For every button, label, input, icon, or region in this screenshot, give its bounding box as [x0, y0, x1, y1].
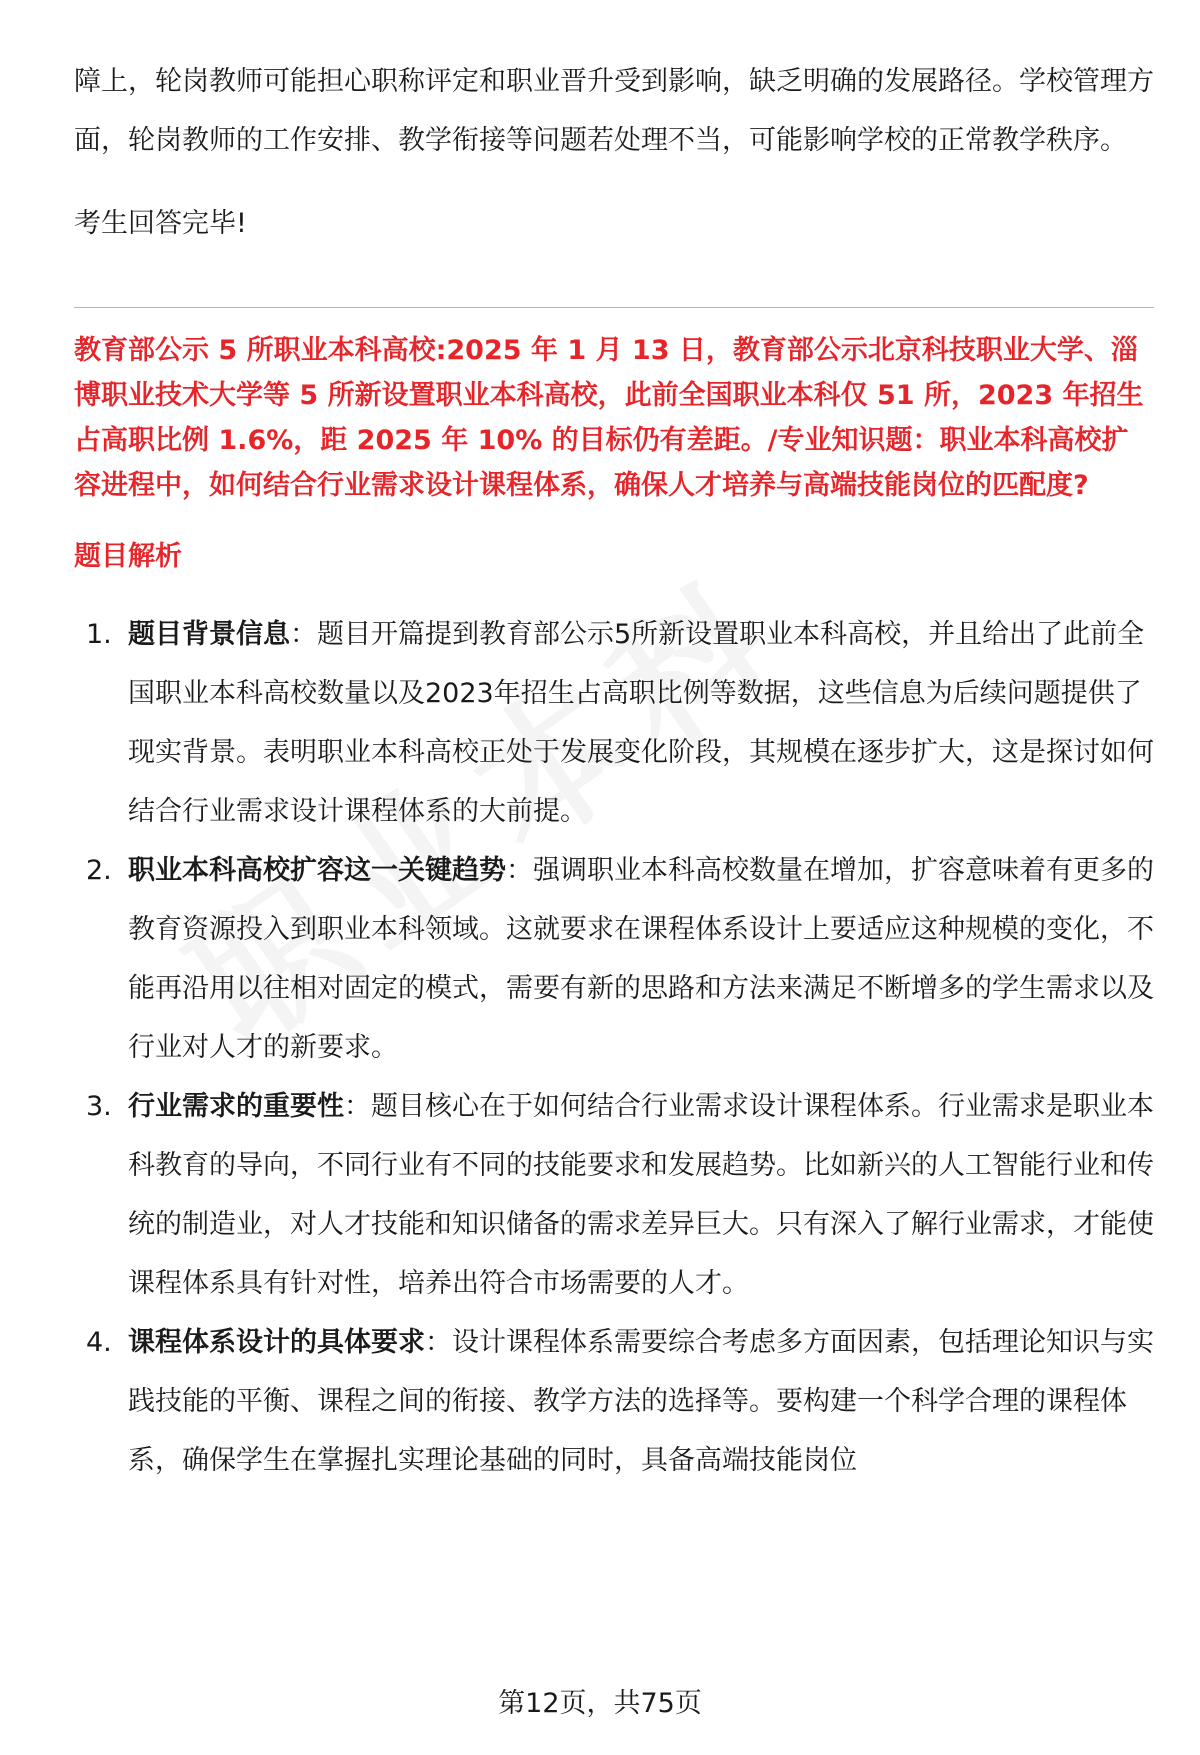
list-item: [74, 605, 1154, 841]
list-item: [74, 1077, 1154, 1313]
list-item-number: 4.: [86, 1327, 112, 1358]
analysis-list: [74, 605, 1154, 1490]
list-item: [74, 1313, 1154, 1490]
list-item-number: 2.: [86, 855, 112, 886]
page-content: [74, 52, 1154, 1490]
intro-paragraph: 障上，轮岗教师可能担心职称评定和职业晋升受到影响，缺乏明确的发展路径。学校管理方面，轮岗教师的工作安排、教学衔接等问题若处理不当，可能影响学校的正常教学秩序。: [74, 66, 1154, 156]
closing-text: 考生回答完毕!: [74, 208, 247, 239]
list-item-title: 课程体系设计的具体要求: [128, 1327, 425, 1358]
analysis-heading: 题目解析: [74, 541, 182, 572]
list-item-body: ：设计课程体系需要综合考虑多方面因素，包括理论知识与实践技能的平衡、课程之间的衔接、教学方法的选择等。要构建一个科学合理的课程体系，确保学生在掌握扎实理论基础的同时，具备高端技能岗位: [128, 1327, 1154, 1476]
question-text: 教育部公示 5 所职业本科高校:2025 年 1 月 13 日，教育部公示北京科技职业大学、淄博职业技术大学等 5 所新设置职业本科高校，此前全国职业本科仅 51 所，2023 年招生占高职比例 1.6%，距 2025 年 10% 的目标仍有差距。/专业知识题：职业本科高校扩容进程中，如何结合行业需求设计课程体系，确保人才培养与高端技能岗位的匹配度?: [74, 335, 1144, 501]
list-item: [74, 841, 1154, 1077]
list-item-body: ：题目开篇提到教育部公示5所新设置职业本科高校，并且给出了此前全国职业本科高校数量以及2023年招生占高职比例等数据，这些信息为后续问题提供了现实背景。表明职业本科高校正处于发展变化阶段，其规模在逐步扩大，这是探讨如何结合行业需求设计课程体系的大前提。: [128, 619, 1154, 827]
list-item-title: 题目背景信息: [128, 619, 290, 650]
list-item-body: ：题目核心在于如何结合行业需求设计课程体系。行业需求是职业本科教育的导向，不同行业有不同的技能要求和发展趋势。比如新兴的人工智能行业和传统的制造业，对人才技能和知识储备的需求差异巨大。只有深入了解行业需求，才能使课程体系具有针对性，培养出符合市场需要的人才。: [128, 1091, 1154, 1299]
list-item-title: 职业本科高校扩容这一关键趋势: [128, 855, 506, 886]
page-number: 第12页，共75页: [498, 1688, 702, 1719]
list-item-number: 1.: [86, 619, 112, 650]
list-item-title: 行业需求的重要性: [128, 1091, 344, 1122]
list-item-number: 3.: [86, 1091, 112, 1122]
section-divider: [74, 307, 1154, 308]
list-item-body: ：强调职业本科高校数量在增加，扩容意味着有更多的教育资源投入到职业本科领域。这就要求在课程体系设计上要适应这种规模的变化，不能再沿用以往相对固定的模式，需要有新的思路和方法来满足不断增多的学生需求以及行业对人才的新要求。: [128, 855, 1154, 1063]
